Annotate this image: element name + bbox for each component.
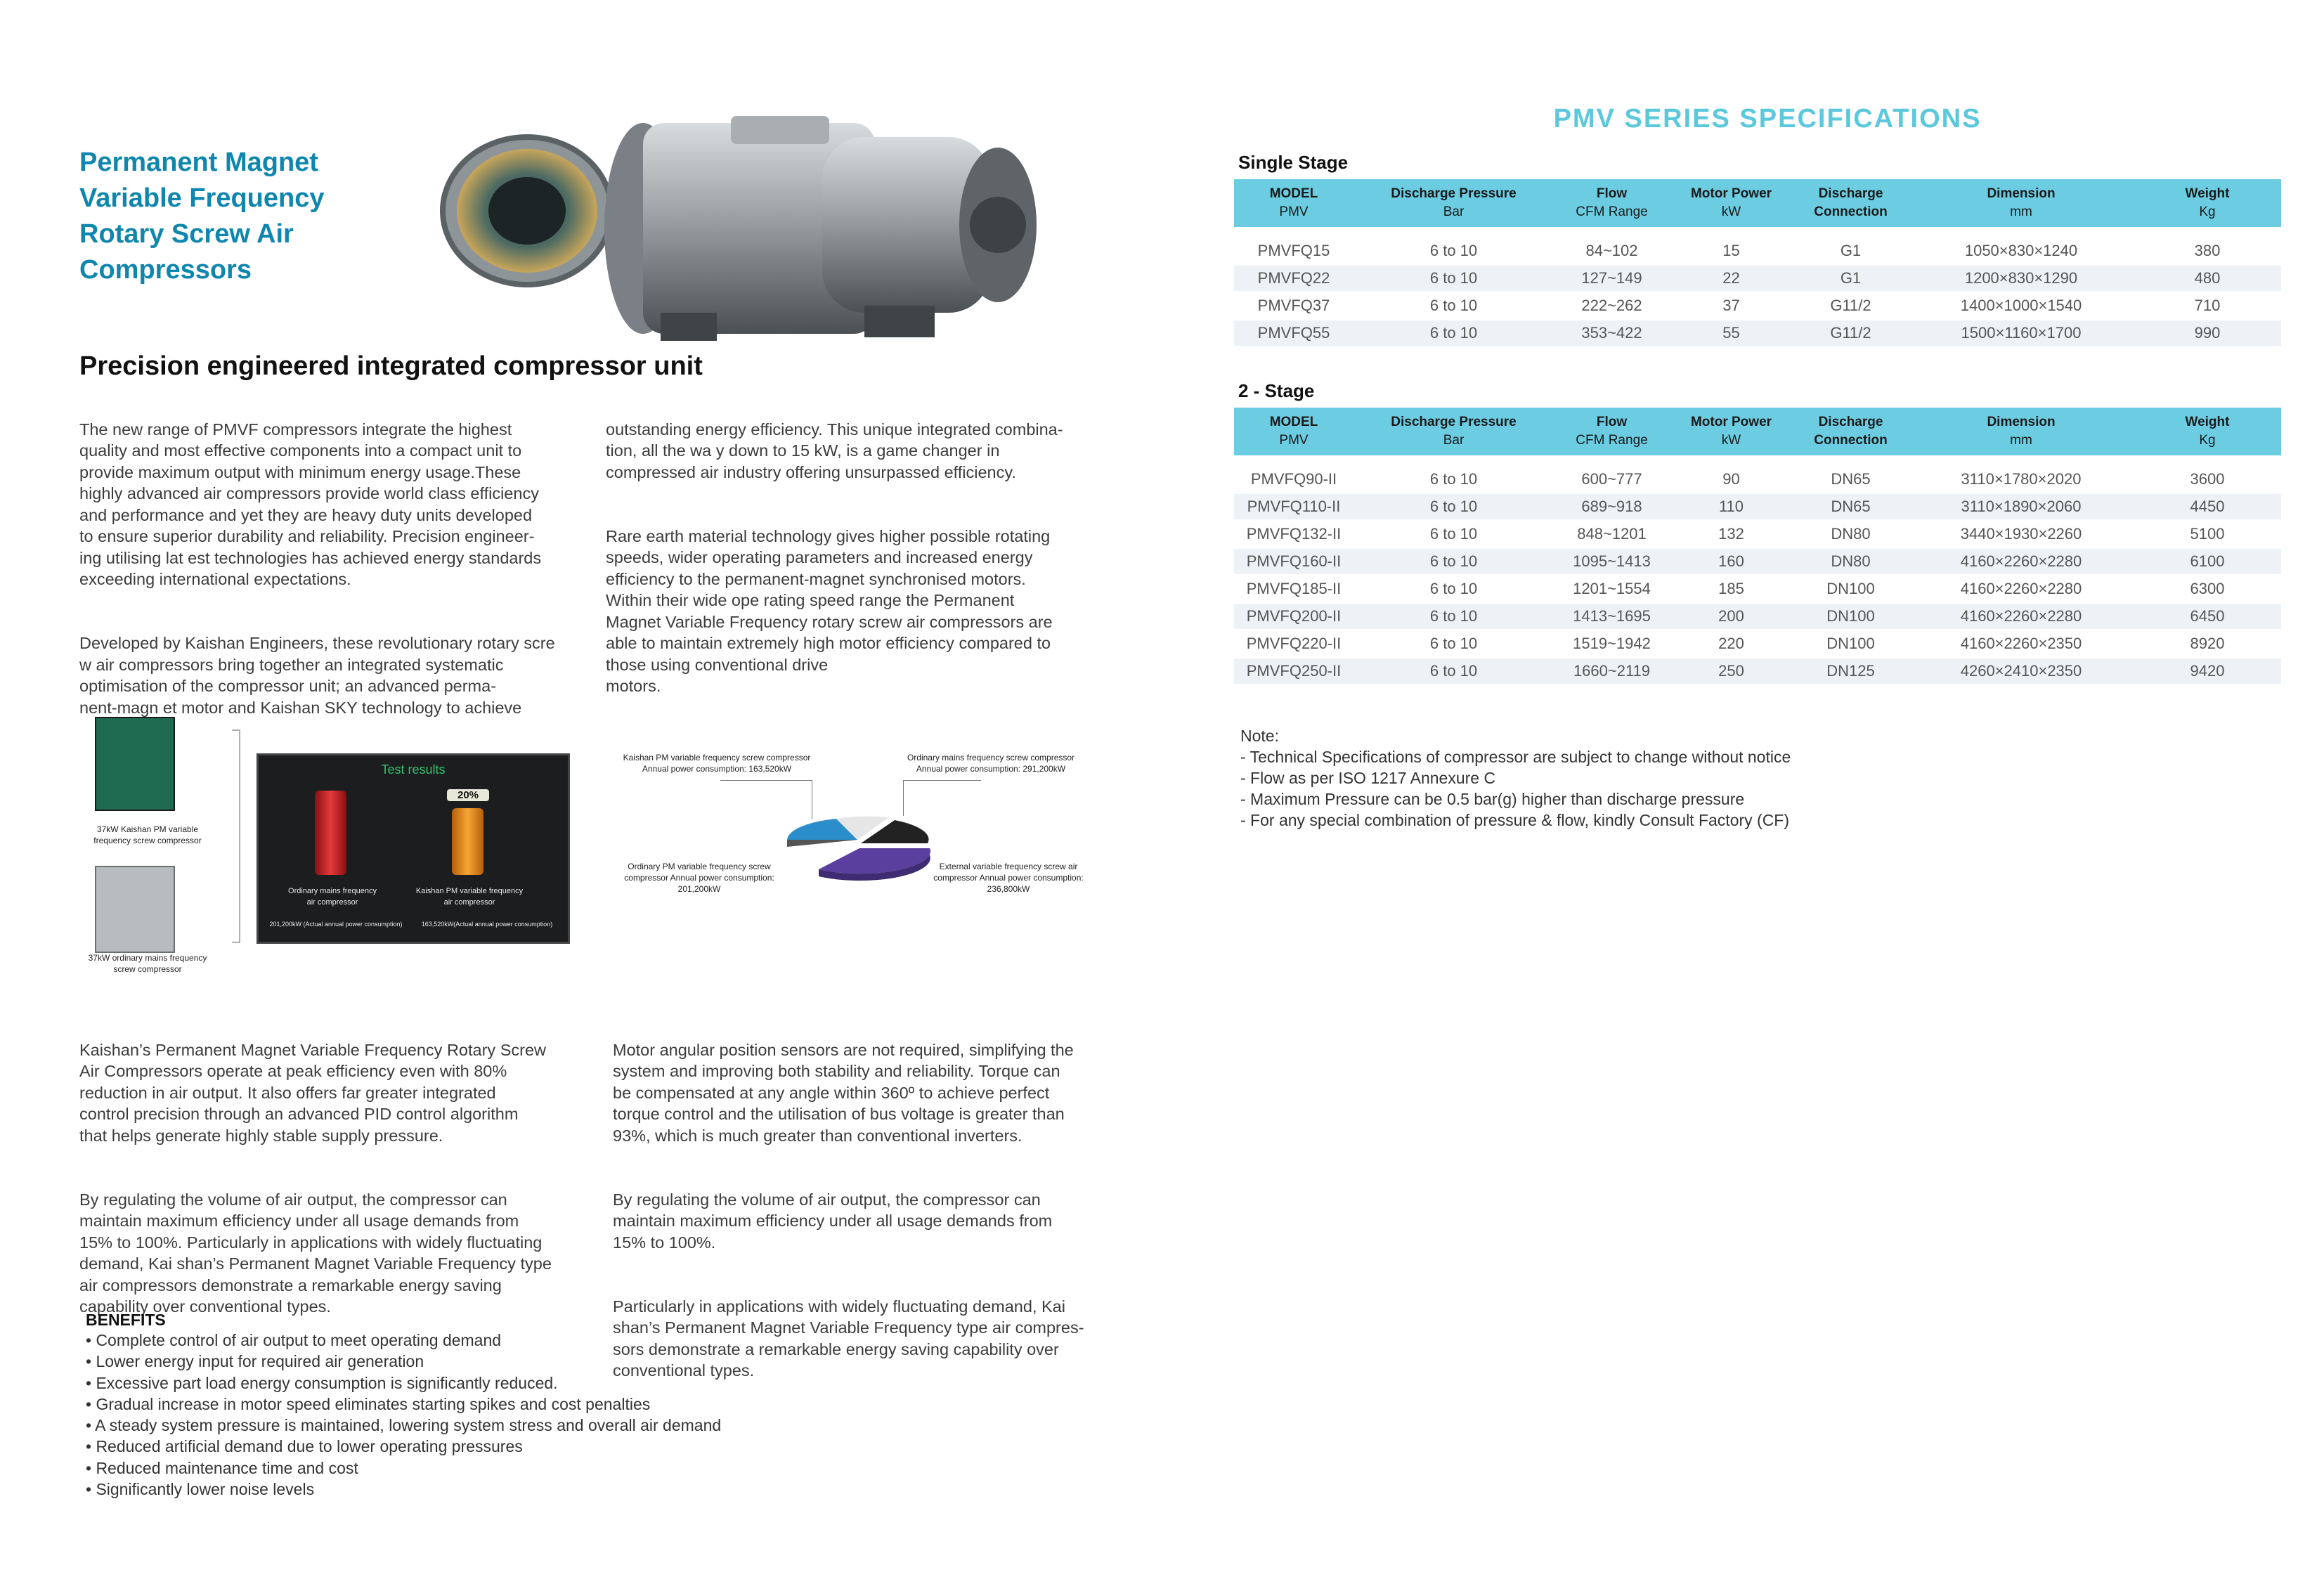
body-column-1b <box>79 1018 585 1360</box>
table-row <box>1234 293 2281 318</box>
table-cell: 3110×1780×2020 <box>1961 470 2082 488</box>
table-cell: PMVFQ200-II <box>1246 607 1342 625</box>
benefit-item: • Reduced maintenance time and cost <box>86 1458 358 1477</box>
label-ordinary: Ordinary mains frequency air compressor <box>288 887 377 907</box>
table-cell: 6 to 10 <box>1429 498 1478 515</box>
table-cell: 6 to 10 <box>1429 635 1478 652</box>
section-subhead: Precision engineered integrated compressor unit <box>79 351 703 381</box>
table-cell: 222~262 <box>1581 297 1642 314</box>
spec-notes: Note: - Technical Specifications of compressor are subject to change without notice - Flow as per ISO 1217 Annexure C - Maximum Pressure can be 0.5 bar(g) higher than discharge pressure - For any special combination of pressure & flow, kindly Consult Factory (CF) <box>1240 727 1791 829</box>
bracket-line <box>232 729 240 943</box>
table-cell: 55 <box>1722 324 1740 342</box>
benefit-item: • Significantly lower noise levels <box>86 1480 315 1499</box>
table-cell: 6 to 10 <box>1429 269 1478 287</box>
benefit-item: • A steady system pressure is maintained, lowering system stress and overall air demand <box>86 1416 722 1435</box>
table-cell: 1400×1000×1540 <box>1960 297 2082 314</box>
table-cell: PMVFQ132-II <box>1246 525 1342 543</box>
table-cell: DN65 <box>1831 470 1871 488</box>
table-cell: DN80 <box>1831 552 1871 570</box>
page-title <box>79 145 403 288</box>
table-cell: DN100 <box>1826 635 1875 652</box>
title-line: Rotary Screw Air <box>79 219 294 249</box>
table-cell: 6 to 10 <box>1429 580 1478 597</box>
label-top-left: Kaishan PM variable frequency screw compressor Annual power consumption: 163,520kW <box>623 753 811 774</box>
benefit-item: • Reduced artificial demand due to lower operating pressures <box>86 1437 523 1456</box>
table-row <box>1234 549 2281 574</box>
table-cell: 1500×1160×1700 <box>1961 324 2082 342</box>
specs-title: PMV SERIES SPECIFICATIONS <box>1553 104 1982 134</box>
table-cell: 6 to 10 <box>1429 297 1478 314</box>
table-row <box>1234 266 2281 291</box>
table-cell: 848~1201 <box>1577 525 1647 543</box>
paragraph: The new range of PMVF compressors integrate the highest quality and most effective components into a compact unit to provide maximum output with minimum energy usage.These highly advanced air compressors provide world class efficiency and performance and yet they are heavy duty units developed to ensure superior durability and reliability. Precision engineer- ing utilising lat est technologies has achieved energy standards exceeding international expectations. <box>79 420 542 588</box>
table-cell: 110 <box>1718 498 1744 515</box>
col-header-flow: Flow CFM Range <box>1576 186 1648 219</box>
table-cell: 6 to 10 <box>1429 552 1478 570</box>
compressor-product-image <box>429 102 1103 341</box>
label-top-right: Ordinary mains frequency screw compressor Annual power consumption: 291,200kW <box>907 753 1075 774</box>
test-results-figure <box>77 717 569 980</box>
table-cell: 710 <box>2194 297 2221 314</box>
table-row <box>1234 631 2281 656</box>
table-cell: 22 <box>1722 269 1740 287</box>
table-cell: 4160×2260×2350 <box>1960 635 2082 652</box>
table-cell: PMVFQ250-II <box>1246 662 1342 680</box>
paragraph: By regulating the volume of air output, the compressor can maintain maximum efficiency under all usage demands from 15% to 100%. <box>613 1190 1053 1252</box>
table-cell: 84~102 <box>1585 242 1638 259</box>
table-cell: G11/2 <box>1830 297 1871 314</box>
two-stage-table <box>1234 405 2281 686</box>
table-cell: PMVFQ110-II <box>1247 498 1341 515</box>
col-header-model: MODEL PMV <box>1269 186 1318 219</box>
table-cell: PMVFQ185-II <box>1246 580 1342 597</box>
orange-battery-icon <box>452 808 483 875</box>
table-cell: 990 <box>2194 324 2221 342</box>
table-cell: 4450 <box>2190 498 2225 515</box>
table-cell: 1660~2119 <box>1573 662 1651 680</box>
table-cell: 6450 <box>2190 607 2225 625</box>
table-cell: 132 <box>1718 525 1744 543</box>
table-cell: 3440×1930×2260 <box>1960 525 2082 543</box>
foot-right: 163,520kW(Actual annual power consumption) <box>421 921 553 928</box>
single-stage-title: Single Stage <box>1238 152 1349 173</box>
table-row <box>1234 320 2281 346</box>
table-cell: PMVFQ220-II <box>1246 635 1342 652</box>
table-cell: 6 to 10 <box>1429 525 1478 543</box>
two-stage-title: 2 - Stage <box>1238 380 1315 401</box>
table-cell: 6 to 10 <box>1429 242 1478 259</box>
table-cell: 5100 <box>2190 525 2225 543</box>
ordinary-compressor-caption: 37kW ordinary mains frequency screw compressor <box>88 953 207 974</box>
col-header-pressure: Discharge Pressure Bar <box>1391 415 1517 448</box>
table-cell: 9420 <box>2190 662 2225 680</box>
table-cell: PMVFQ160-II <box>1246 552 1342 570</box>
table-cell: 185 <box>1718 580 1744 597</box>
table-cell: 6300 <box>2190 580 2225 597</box>
paragraph: Kaishan’s Permanent Magnet Variable Frequency Rotary Screw Air Compressors operate at peak efficiency even with 80% reduction in air output. It also offers far greater integrated control precision through an advanced PID control algorithm that helps generate highly stable supply pressure. <box>79 1040 546 1145</box>
col-header-dimension: Dimension mm <box>1987 186 2056 219</box>
test-results-panel <box>257 753 570 944</box>
benefits-section <box>86 1311 859 1500</box>
leader-line <box>903 780 981 816</box>
table-cell: DN80 <box>1831 525 1871 543</box>
table-cell: 8920 <box>2190 635 2225 652</box>
table-cell: 4160×2260×2280 <box>1960 607 2082 625</box>
table-cell: 6100 <box>2190 552 2225 570</box>
table-cell: 689~918 <box>1581 498 1642 515</box>
table-cell: 3600 <box>2190 470 2225 488</box>
table-cell: 1413~1695 <box>1573 607 1651 625</box>
foot-left: 201,200kW (Actual annual power consumption) <box>269 921 403 928</box>
col-header-connection: Discharge Connection <box>1814 186 1888 219</box>
table-row <box>1234 576 2281 602</box>
table-header-row <box>1234 179 2281 227</box>
table-cell: DN65 <box>1831 498 1871 515</box>
paragraph: Particularly in applications with widely fluctuating demand, Kai shan’s Permanent Magnet Variable Frequency type air compres- sors demonstrate a remarkable energy saving capability over conventional types. <box>613 1297 1084 1380</box>
table-cell: 200 <box>1718 607 1744 625</box>
table-cell: 1201~1554 <box>1573 580 1651 597</box>
table-cell: 6 to 10 <box>1429 470 1478 488</box>
table-cell: DN100 <box>1826 607 1875 625</box>
pm-compressor-caption: 37kW Kaishan PM variable frequency screw compressor <box>93 824 202 845</box>
table-cell: 480 <box>2194 269 2221 287</box>
col-header-pressure: Discharge Pressure Bar <box>1391 186 1517 219</box>
title-line: Permanent Magnet <box>79 148 318 177</box>
table-cell: 6 to 10 <box>1429 607 1478 625</box>
table-cell: PMVFQ55 <box>1257 324 1330 342</box>
table-cell: 6 to 10 <box>1429 662 1478 680</box>
table-cell: 250 <box>1718 662 1744 680</box>
col-header-motor: Motor Power kW <box>1690 186 1772 219</box>
table-cell: 1200×830×1290 <box>1964 269 2078 287</box>
benefits-title: BENEFITS <box>86 1311 166 1329</box>
paragraph: Developed by Kaishan Engineers, these revolutionary rotary scre w air compressors bring together an integrated systematic optimisation of the compressor unit; an advanced perma- nent-magn et motor and Kaishan SKY technology to achieve <box>79 634 555 717</box>
body-column-1 <box>79 397 585 761</box>
table-row <box>1234 658 2281 684</box>
table-cell: 3110×1890×2060 <box>1961 498 2082 515</box>
pie-chart-graphic <box>777 812 938 889</box>
single-stage-table <box>1234 177 2281 348</box>
table-cell: 160 <box>1718 552 1744 570</box>
body-column-2 <box>606 397 1112 739</box>
benefit-item: • Excessive part load energy consumption is significantly reduced. <box>86 1373 558 1392</box>
table-cell: DN125 <box>1826 662 1875 680</box>
table-cell: 127~149 <box>1581 269 1642 287</box>
benefit-item: • Complete control of air output to meet operating demand <box>86 1331 502 1349</box>
title-line: Compressors <box>79 255 252 285</box>
power-consumption-figure <box>608 752 1100 921</box>
table-cell: 380 <box>2194 242 2221 259</box>
pm-compressor-photo <box>95 717 175 811</box>
benefit-item: • Gradual increase in motor speed eliminates starting spikes and cost penalties <box>86 1394 651 1413</box>
table-cell: PMVFQ15 <box>1257 242 1330 259</box>
table-cell: PMVFQ90-II <box>1250 470 1337 488</box>
table-cell: 6 to 10 <box>1429 324 1478 342</box>
paragraph: By regulating the volume of air output, the compressor can maintain maximum efficiency under all usage demands from 15% to 100%. Particularly in applications with widely fluctuating demand, Kai shan’s Permanent Magnet Variable Frequency type air compressors demonstrate a remarkable energy saving capability over conventional types. <box>79 1190 552 1316</box>
col-header-model: MODEL PMV <box>1269 415 1318 448</box>
table-cell: 4260×2410×2350 <box>1960 662 2082 680</box>
col-header-dimension: Dimension mm <box>1987 415 2056 448</box>
leader-line <box>720 780 812 819</box>
paragraph: outstanding energy efficiency. This unique integrated combina- tion, all the wa y down to 15 kW, is a game changer in compressed air industry offering unsurpassed efficiency. <box>606 420 1063 481</box>
label-bottom-right: External variable frequency screw air compressor Annual power consumption: 236,800kW <box>933 862 1084 894</box>
ordinary-compressor-photo <box>95 866 175 953</box>
table-row <box>1234 494 2281 519</box>
col-header-motor: Motor Power kW <box>1690 415 1772 448</box>
table-row <box>1234 238 2281 264</box>
paragraph: Motor angular position sensors are not required, simplifying the system and improving both stability and reliability. Torque can be compensated at any angle within 360º to achieve perfect torque control and the utilisation of bus voltage is greater than 93%, which is much greater than conventional inverters. <box>613 1040 1074 1145</box>
saving-badge: 20% <box>447 789 489 801</box>
table-cell: 4160×2260×2280 <box>1960 552 2082 570</box>
table-cell: 1519~1942 <box>1573 635 1651 652</box>
table-row <box>1234 521 2281 547</box>
table-cell: 15 <box>1722 242 1740 259</box>
table-cell: 37 <box>1722 297 1740 314</box>
table-cell: 90 <box>1722 470 1740 488</box>
table-row <box>1234 604 2281 629</box>
table-cell: 600~777 <box>1581 470 1642 488</box>
benefit-item: • Lower energy input for required air generation <box>86 1352 424 1371</box>
table-header-row <box>1234 408 2281 455</box>
table-cell: G1 <box>1840 269 1862 287</box>
title-line: Variable Frequency <box>79 183 325 213</box>
col-header-flow: Flow CFM Range <box>1576 415 1648 448</box>
table-cell: G1 <box>1840 242 1862 259</box>
label-bottom-left: Ordinary PM variable frequency screw compressor Annual power consumption: 201,200kW <box>624 862 774 894</box>
col-header-weight: Weight Kg <box>2185 186 2230 219</box>
col-header-connection: Discharge Connection <box>1814 415 1888 448</box>
panel-title: Test results <box>381 762 446 777</box>
table-cell: 353~422 <box>1581 324 1642 342</box>
table-row <box>1234 467 2281 492</box>
table-cell: 220 <box>1718 635 1744 652</box>
paragraph: Rare earth material technology gives higher possible rotating speeds, wider operating parameters and increased energy efficiency to the permanent-magnet synchronised motors. Within their wide ope rating speed range the Permanent Magnet Variable Frequency rotary screw air compressors are able to maintain extremely high motor efficiency compared to those using conventional drive motors. <box>606 526 1053 695</box>
col-header-weight: Weight Kg <box>2185 415 2230 448</box>
red-battery-icon <box>315 791 346 875</box>
table-cell: 1050×830×1240 <box>1964 242 2078 259</box>
table-cell: PMVFQ22 <box>1257 269 1330 287</box>
table-cell: 1095~1413 <box>1573 552 1651 570</box>
table-cell: DN100 <box>1826 580 1875 597</box>
label-kaishan: Kaishan PM variable frequency air compressor <box>415 887 524 907</box>
table-cell: 4160×2260×2280 <box>1960 580 2082 597</box>
table-cell: PMVFQ37 <box>1257 297 1330 314</box>
table-cell: G11/2 <box>1830 324 1871 342</box>
